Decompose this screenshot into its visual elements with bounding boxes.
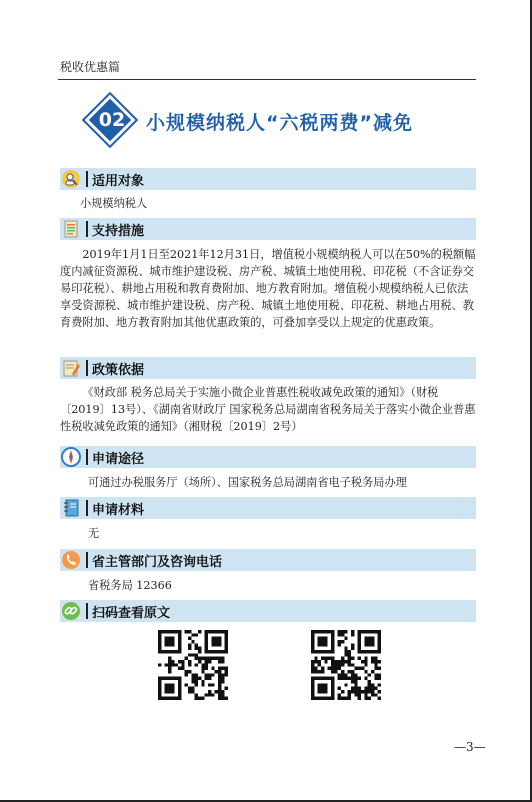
- section-divider: [86, 171, 88, 187]
- running-head: 税收优惠篇: [60, 60, 121, 74]
- section-title: [88, 100, 448, 148]
- channel-text: 可通过办税服务厅（场所）、国家税务总局湖南省电子税务局办理: [88, 476, 407, 489]
- compass-icon: [60, 446, 82, 468]
- contact-text: 省税务局 12366: [88, 579, 172, 592]
- phone-icon: [60, 549, 82, 571]
- materials-text: 无: [88, 527, 100, 540]
- section-label: 扫码查看原文: [92, 606, 171, 621]
- pencil-document-icon: [60, 357, 82, 379]
- notebook-icon: [60, 497, 82, 519]
- applicable-text: 小规模纳税人: [80, 197, 148, 210]
- document-list-icon: [60, 218, 82, 240]
- section-label: 支持措施: [92, 224, 145, 239]
- section-label: 申请途径: [92, 452, 145, 467]
- measures-text: 2019年1月1日至2021年12月31日，增值税小规模纳税人可以在50%的税额幅度内减征资源税、城市维护建设税、房产税、城镇土地使用税、印花税（不含证券交易印花税）、耕地占用税和教育费附加、地方教育附加。增值税小规模纳税人已依法享受资源税、城市维护建设税、房产税、城镇土地使用税、印花税、耕地占用税、教育费附加、地方教育附加其他优惠政策的，可叠加享受以上规定的优惠政策。: [60, 248, 476, 329]
- section-bar-basis: [60, 357, 476, 379]
- page-title: 小规模纳税人“六税两费”减免: [146, 112, 413, 134]
- basis-text: 《财政部 税务总局关于实施小微企业普惠性税收减免政策的通知》（财税〔2019〕13号）、《湖南省财政厅 国家税务总局湖南省税务局关于落实小微企业普惠性税收减免政策的通知》（湘财税〔2019〕2号）: [60, 386, 476, 433]
- qr-code-left[interactable]: [158, 630, 228, 700]
- section-bar-channel: [60, 446, 476, 468]
- section-bar-measures: [60, 218, 476, 240]
- section-label: 适用对象: [92, 174, 145, 189]
- section-bar-scan: [60, 600, 476, 622]
- section-label: 申请材料: [92, 503, 145, 518]
- section-divider: [86, 552, 88, 568]
- badge-number: 02: [98, 109, 126, 131]
- section-label: 政策依据: [92, 363, 145, 378]
- page-number: —3—: [454, 740, 486, 754]
- header-rule: [58, 79, 476, 80]
- qr-code-right[interactable]: [311, 630, 381, 700]
- section-divider: [86, 500, 88, 516]
- section-label: 省主管部门及咨询电话: [92, 555, 223, 570]
- section-divider: [86, 221, 88, 237]
- link-icon: [60, 600, 82, 622]
- section-bar-contact: [60, 549, 476, 571]
- section-divider: [86, 449, 88, 465]
- section-divider: [86, 360, 88, 376]
- section-bar-applicable: [60, 168, 476, 190]
- section-bar-materials: [60, 497, 476, 519]
- section-divider: [86, 603, 88, 619]
- magnifier-person-icon: [60, 168, 82, 190]
